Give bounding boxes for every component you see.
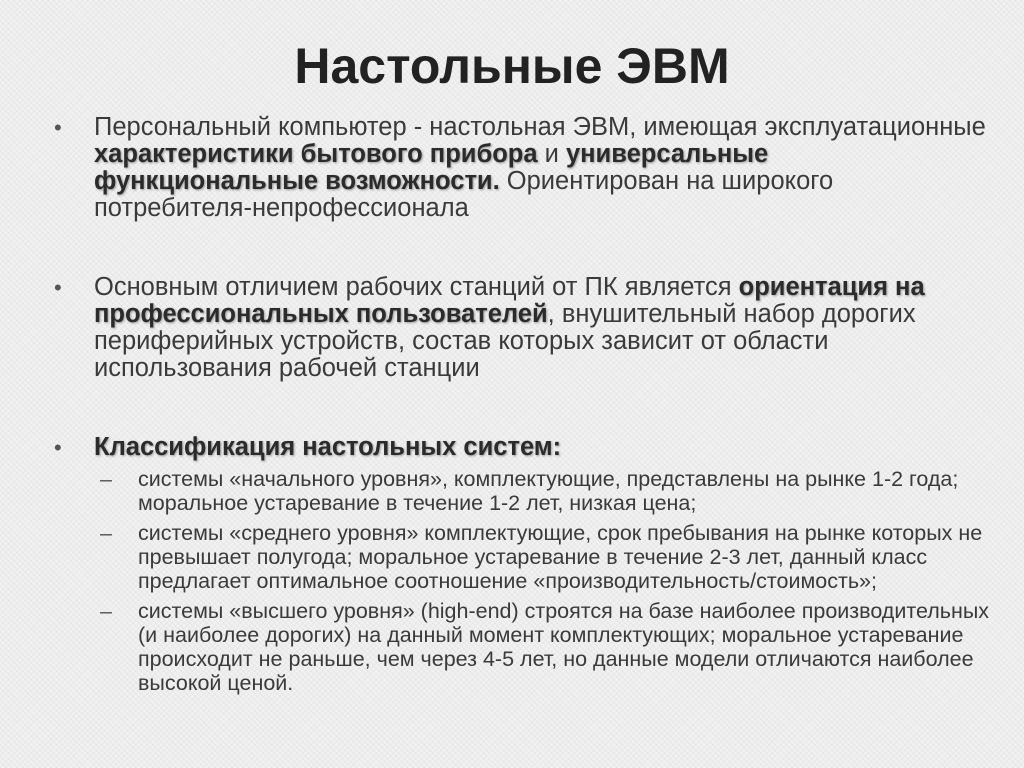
bullet-mark: • bbox=[54, 435, 62, 460]
bullet-mark: • bbox=[54, 275, 62, 300]
slide-title: Настольные ЭВМ bbox=[294, 38, 730, 94]
list-item bbox=[96, 467, 992, 515]
bullet-classification bbox=[52, 434, 992, 461]
dash-mark: – bbox=[100, 521, 112, 545]
bullet-highlight: универсальные функциональные возможности. bbox=[94, 140, 769, 195]
dash-mark: – bbox=[100, 599, 112, 623]
bullet-highlight: ориентация на профессиональных пользователей bbox=[94, 273, 925, 328]
bullet-text: Ориентирован на широкого потребителя-непрофессионала bbox=[94, 167, 834, 222]
list-item-text: системы «среднего уровня» комплектующие, срок пребывания на рынке которых не превышает полугода; моральное устаревание в течение 2-3 лет, данный класс предлагает оптимальное соотношение «производительность/стоимость»; bbox=[138, 521, 983, 593]
bullet-workstations bbox=[52, 274, 992, 382]
bullet-text: Персональный компьютер - настольная ЭВМ, имеющая эксплуатационные bbox=[94, 113, 986, 141]
dash-mark: – bbox=[100, 467, 112, 491]
slide-content bbox=[52, 114, 992, 695]
list-item bbox=[96, 599, 992, 695]
bullet-highlight: характеристики бытового прибора bbox=[94, 140, 538, 168]
list-item-text: системы «начального уровня», комплектующие, представлены на рынке 1-2 года; моральное устаревание в течение 1-2 лет, низкая цена; bbox=[138, 467, 959, 515]
bullet-personal-computer bbox=[52, 114, 992, 222]
list-item bbox=[96, 521, 992, 593]
bullet-mark: • bbox=[54, 115, 62, 140]
list-item-text: системы «высшего уровня» (high-end) строятся на базе наиболее производительных (и наиболее дорогих) на данный момент комплектующих; моральное устаревание происходит не раньше, чем через 4-5 лет, но данные модели отличаются наиболее высокой ценой. bbox=[138, 599, 990, 695]
bullet-text: и bbox=[537, 140, 566, 168]
bullet-text: , внушительный набор дорогих периферийных устройств, состав которых зависит от области использования рабочей станции bbox=[94, 300, 916, 382]
classification-list bbox=[96, 467, 992, 695]
bullet-text: Основным отличием рабочих станций от ПК является bbox=[94, 273, 739, 301]
bullet-highlight: Классификация настольных систем: bbox=[94, 433, 562, 461]
